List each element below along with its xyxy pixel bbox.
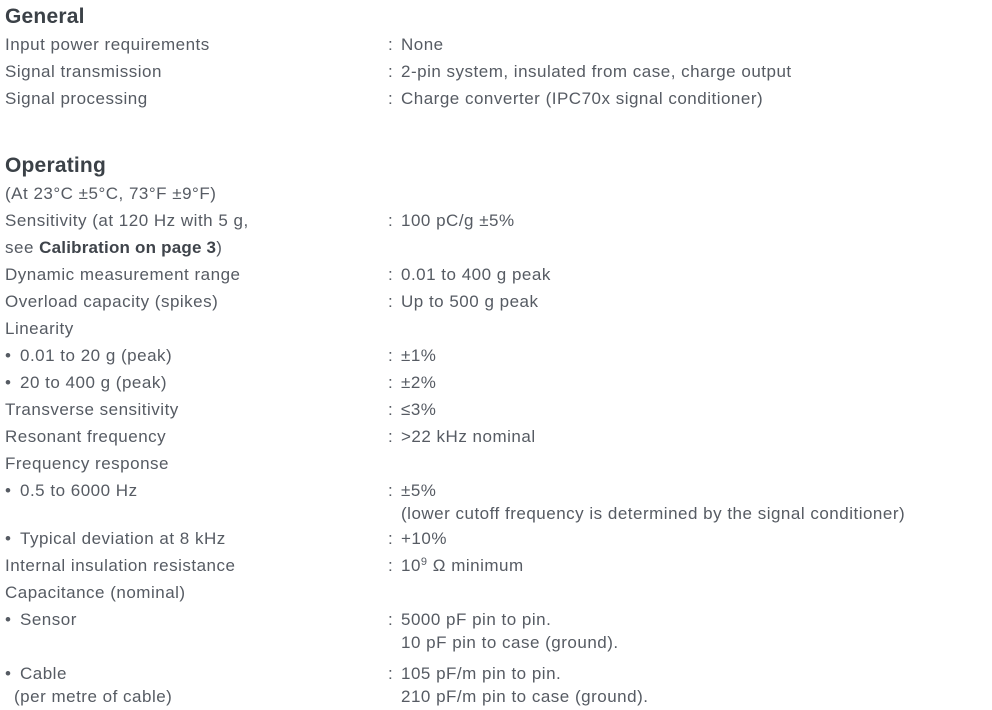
spec-label: [5, 606, 388, 633]
spec-row-sensitivity: [5, 207, 992, 261]
spec-value-lines: [401, 660, 648, 708]
spec-label: [5, 342, 388, 369]
spec-value-text: 0.01 to 400 g peak: [401, 265, 551, 284]
bullet-icon: •: [5, 481, 12, 500]
colon-separator: :: [388, 664, 394, 683]
spec-label: Capacitance (nominal): [5, 583, 186, 602]
spec-row-input-power: [5, 31, 992, 58]
spec-value-text: ±2%: [401, 373, 437, 392]
spec-value-text: >22 kHz nominal: [401, 427, 536, 446]
spec-value-text: +10%: [401, 529, 447, 548]
spec-value: [388, 261, 551, 288]
spec-label: Input power requirements: [5, 35, 210, 54]
colon-separator: :: [388, 211, 394, 230]
calibration-reference: Calibration on page 3: [39, 238, 217, 257]
spec-row-linearity-header: [5, 315, 992, 342]
spec-value: [388, 58, 792, 85]
spec-row-frequency-response-header: [5, 450, 992, 477]
spec-value-text: ±1%: [401, 346, 437, 365]
spec-value-note: (lower cutoff frequency is determined by the signal conditioner): [401, 504, 906, 523]
spec-value: [388, 369, 436, 396]
spec-row-transverse: [5, 396, 992, 423]
spec-label-text: 0.5 to 6000 Hz: [20, 481, 138, 500]
spec-value: [388, 288, 538, 315]
spec-label: Linearity: [5, 319, 74, 338]
spec-value: [388, 85, 763, 112]
insulation-exponent: 9: [420, 556, 428, 568]
bullet-icon: •: [5, 610, 12, 629]
spec-value-lines: [401, 477, 905, 525]
spec-value: [388, 477, 905, 525]
spec-value-text: ±5%: [401, 481, 437, 500]
bullet-icon: •: [5, 529, 12, 548]
spec-value: [388, 660, 648, 708]
section-title-general: General: [5, 5, 85, 28]
spec-value: [388, 207, 515, 234]
colon-separator: :: [388, 265, 394, 284]
spec-row-resonant: [5, 423, 992, 450]
spec-row-overload: [5, 288, 992, 315]
spec-row-linearity-range2: [5, 369, 992, 396]
colon-separator: :: [388, 427, 394, 446]
spec-label-text: 0.01 to 20 g (peak): [20, 346, 173, 365]
spec-row-dynamic-range: [5, 261, 992, 288]
colon-separator: :: [388, 556, 394, 575]
spec-value: [388, 423, 536, 450]
section-title-operating: Operating: [5, 154, 106, 177]
spec-label: [5, 369, 388, 396]
spec-row-capacitance-cable: [5, 660, 992, 708]
spec-value: [388, 396, 436, 423]
spec-label: [5, 525, 388, 552]
spec-label: Signal processing: [5, 89, 148, 108]
colon-separator: :: [388, 62, 394, 81]
spec-row-typical-deviation: [5, 525, 992, 552]
insulation-rest: Ω minimum: [427, 556, 524, 575]
insulation-base: 10: [401, 556, 421, 575]
spec-label-text: 20 to 400 g (peak): [20, 373, 167, 392]
spec-label: [5, 477, 388, 504]
colon-separator: :: [388, 373, 394, 392]
spec-row-frequency-band: [5, 477, 992, 525]
spec-value: [388, 342, 436, 369]
spec-value-text: Up to 500 g peak: [401, 292, 539, 311]
spec-label-note: (per metre of cable): [14, 687, 173, 706]
section-operating: [5, 152, 992, 708]
spec-label-lines: [5, 660, 388, 708]
spec-label: Overload capacity (spikes): [5, 292, 219, 311]
colon-separator: :: [388, 35, 394, 54]
spec-label: [5, 207, 388, 261]
sensitivity-label-prefix: see: [5, 238, 40, 257]
spec-value-text: 100 pC/g ±5%: [401, 211, 515, 230]
spec-value-text: 2-pin system, insulated from case, charge output: [401, 62, 792, 81]
colon-separator: :: [388, 610, 394, 629]
spec-value-lines: [401, 606, 619, 654]
spec-value: [388, 525, 447, 552]
spec-value-text: [401, 552, 524, 579]
colon-separator: :: [388, 529, 394, 548]
spec-row-insulation: [5, 552, 992, 579]
sensitivity-label-suffix: ): [216, 238, 223, 257]
spec-label-line1: [5, 662, 388, 685]
spec-value: [388, 31, 444, 58]
spec-value: [388, 552, 524, 579]
bullet-icon: •: [5, 346, 12, 365]
spec-label: [5, 660, 388, 708]
spec-label: Dynamic measurement range: [5, 265, 241, 284]
sensitivity-label-line1: Sensitivity (at 120 Hz with 5 g,: [5, 211, 249, 230]
bullet-icon: •: [5, 664, 12, 683]
spec-label: Internal insulation resistance: [5, 556, 236, 575]
spec-value-text: 105 pF/m pin to pin.: [401, 664, 562, 683]
spec-label-text: Sensor: [20, 610, 77, 629]
spec-value-text: 5000 pF pin to pin.: [401, 610, 552, 629]
spec-label-text: Typical deviation at 8 kHz: [20, 529, 226, 548]
spec-value-text: 10 pF pin to case (ground).: [401, 633, 619, 652]
section-general: [5, 3, 992, 112]
spec-row-capacitance-header: [5, 579, 992, 606]
spec-value-text: Charge converter (IPC70x signal conditioner): [401, 89, 764, 108]
spec-label: Frequency response: [5, 454, 169, 473]
spec-label: Resonant frequency: [5, 427, 167, 446]
colon-separator: :: [388, 400, 394, 419]
spec-label: Transverse sensitivity: [5, 400, 179, 419]
bullet-icon: •: [5, 373, 12, 392]
sensitivity-label-line2: [5, 234, 388, 261]
spec-value-text: 210 pF/m pin to case (ground).: [401, 687, 649, 706]
spec-row-operating-condition: [5, 180, 992, 207]
spec-value-text: ≤3%: [401, 400, 437, 419]
spec-row-signal-transmission: [5, 58, 992, 85]
spec-value-text: None: [401, 35, 444, 54]
spec-value: [388, 606, 619, 654]
colon-separator: :: [388, 481, 394, 500]
spec-label: Signal transmission: [5, 62, 162, 81]
colon-separator: :: [388, 292, 394, 311]
spec-row-signal-processing: [5, 85, 992, 112]
colon-separator: :: [388, 346, 394, 365]
spec-label-text: Cable: [20, 664, 67, 683]
operating-condition-text: (At 23°C ±5°C, 73°F ±9°F): [5, 184, 217, 203]
spec-row-linearity-range1: [5, 342, 992, 369]
spec-row-capacitance-sensor: [5, 606, 992, 654]
colon-separator: :: [388, 89, 394, 108]
